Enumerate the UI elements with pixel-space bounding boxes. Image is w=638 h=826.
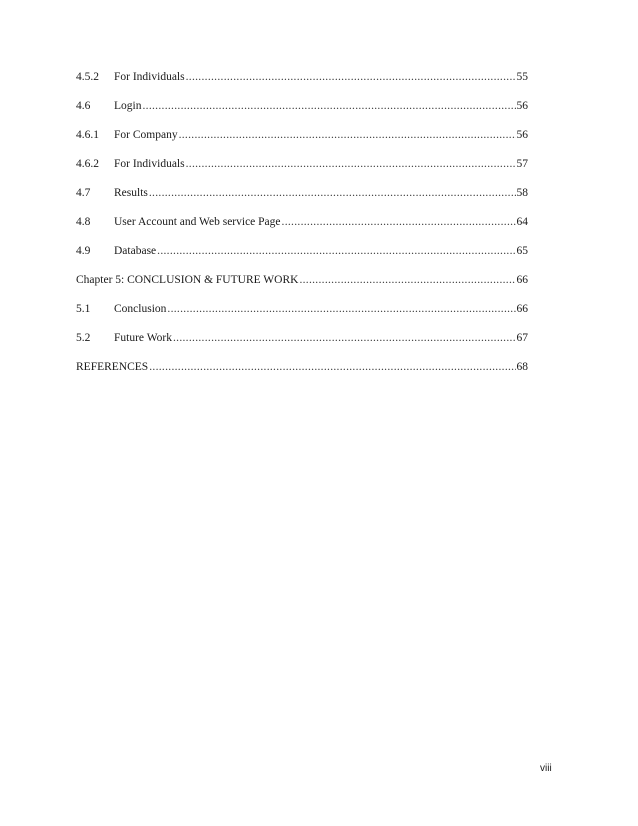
toc-entry-page: 66 [516, 303, 528, 315]
toc-entry-page: 68 [516, 361, 528, 373]
toc-entry-number: 4.6.2 [76, 158, 99, 170]
toc-entry-4-6-2 [76, 157, 528, 186]
toc-entry-title: Chapter 5: CONCLUSION & FUTURE WORK [76, 274, 299, 286]
toc-entry-chapter-5 [76, 273, 528, 302]
table-of-contents [76, 70, 528, 389]
toc-entry-title: For Company [114, 129, 178, 141]
toc-entry-title: For Individuals [114, 71, 185, 83]
toc-entry-number: 5.2 [76, 332, 91, 344]
dot-leader [149, 186, 516, 200]
toc-entry-number: 4.8 [76, 216, 91, 228]
toc-entry-5-1 [76, 302, 528, 331]
toc-entry-title: Login [114, 100, 142, 112]
toc-entry-number: 4.5.2 [76, 71, 99, 83]
page-number: viii [540, 763, 552, 774]
toc-entry-title: User Account and Web service Page [114, 216, 281, 228]
toc-entry-4-7 [76, 186, 528, 215]
toc-entry-title: Database [114, 245, 157, 257]
toc-entry-5-2 [76, 331, 528, 360]
dot-leader [157, 244, 515, 258]
dot-leader [282, 215, 516, 229]
dot-leader [173, 331, 516, 345]
toc-entry-4-8 [76, 215, 528, 244]
dot-leader [167, 302, 515, 316]
dot-leader [186, 70, 516, 84]
dot-leader [149, 360, 515, 374]
toc-entry-page: 66 [516, 274, 528, 286]
toc-entry-title: Future Work [114, 332, 172, 344]
toc-entry-page: 56 [516, 100, 528, 112]
toc-entry-4-9 [76, 244, 528, 273]
toc-entry-page: 58 [516, 187, 528, 199]
toc-entry-number: 4.7 [76, 187, 91, 199]
toc-entry-4-6-1 [76, 128, 528, 157]
toc-entry-page: 56 [516, 129, 528, 141]
toc-entry-title: Conclusion [114, 303, 167, 315]
toc-entry-page: 67 [516, 332, 528, 344]
toc-entry-number: 4.6 [76, 100, 91, 112]
toc-entry-number: 4.9 [76, 245, 91, 257]
toc-entry-page: 65 [516, 245, 528, 257]
toc-entry-page: 64 [516, 216, 528, 228]
dot-leader [186, 157, 516, 171]
toc-entry-page: 57 [516, 158, 528, 170]
toc-entry-references [76, 360, 528, 389]
toc-entry-title: REFERENCES [76, 361, 149, 373]
toc-entry-title: Results [114, 187, 148, 199]
dot-leader [142, 99, 515, 113]
toc-entry-4-6 [76, 99, 528, 128]
toc-entry-4-5-2 [76, 70, 528, 99]
toc-entry-page: 55 [516, 71, 528, 83]
dot-leader [299, 273, 515, 287]
toc-entry-number: 5.1 [76, 303, 91, 315]
toc-entry-title: For Individuals [114, 158, 185, 170]
dot-leader [179, 128, 516, 142]
toc-entry-number: 4.6.1 [76, 129, 99, 141]
